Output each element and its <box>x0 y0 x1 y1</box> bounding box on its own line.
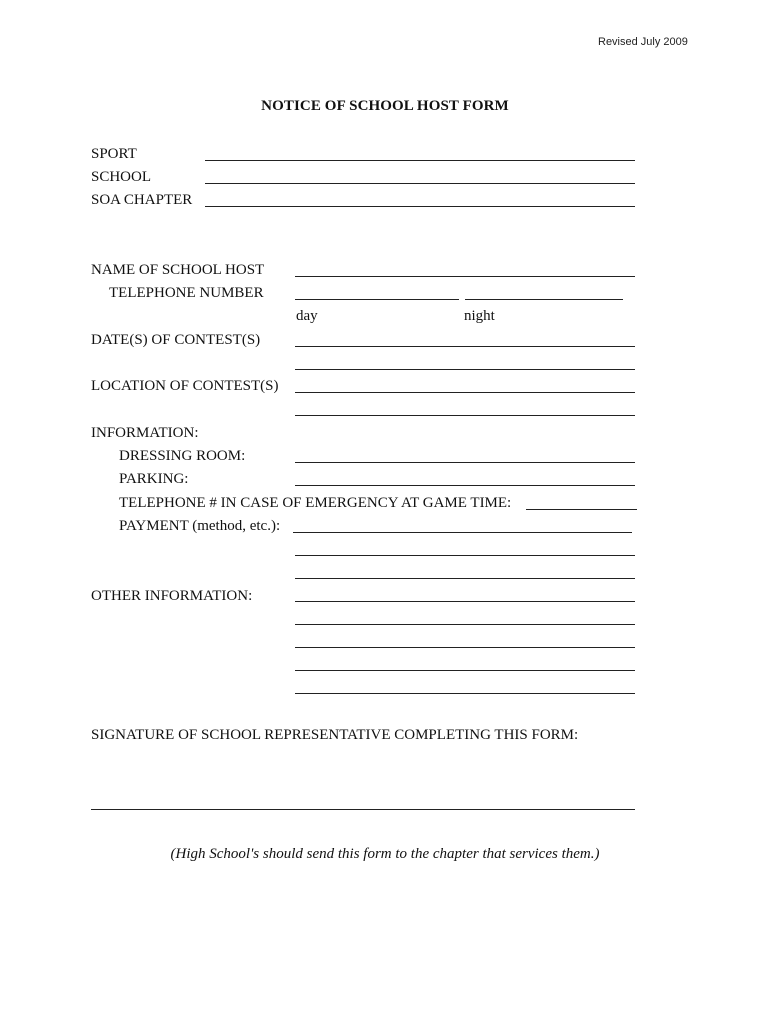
dates-field-2[interactable] <box>295 369 635 370</box>
other-info-field-3[interactable] <box>295 647 635 648</box>
other-info-field-2[interactable] <box>295 624 635 625</box>
school-label: SCHOOL <box>91 169 152 185</box>
revised-date: Revised July 2009 <box>598 36 688 48</box>
school-field[interactable] <box>205 183 635 184</box>
emergency-phone-label: TELEPHONE # IN CASE OF EMERGENCY AT GAME TIME: <box>119 495 512 511</box>
other-info-field-5[interactable] <box>295 693 635 694</box>
emergency-phone-field[interactable] <box>526 509 637 510</box>
host-name-field[interactable] <box>295 276 635 277</box>
telephone-night-field[interactable] <box>465 299 623 300</box>
sport-field[interactable] <box>205 160 635 161</box>
telephone-day-field[interactable] <box>295 299 459 300</box>
soa-chapter-field[interactable] <box>205 206 635 207</box>
telephone-label: TELEPHONE NUMBER <box>109 285 264 301</box>
other-info-field-4[interactable] <box>295 670 635 671</box>
other-info-field-1[interactable] <box>295 601 635 602</box>
dressing-room-label: DRESSING ROOM: <box>119 448 246 464</box>
payment-label: PAYMENT (method, etc.): <box>119 518 281 534</box>
signature-label: SIGNATURE OF SCHOOL REPRESENTATIVE COMPLETING THIS FORM: <box>91 727 579 743</box>
payment-field-3[interactable] <box>295 578 635 579</box>
parking-field[interactable] <box>295 485 635 486</box>
dressing-room-field[interactable] <box>295 462 635 463</box>
form-title: NOTICE OF SCHOOL HOST FORM <box>261 98 509 114</box>
location-field-1[interactable] <box>295 392 635 393</box>
payment-field-1[interactable] <box>293 532 632 533</box>
night-label: night <box>464 308 495 324</box>
host-name-label: NAME OF SCHOOL HOST <box>91 262 265 278</box>
payment-field-2[interactable] <box>295 555 635 556</box>
signature-field[interactable] <box>91 809 635 810</box>
day-label: day <box>296 308 318 324</box>
parking-label: PARKING: <box>119 471 189 487</box>
footer-note: (High School's should send this form to the chapter that services them.) <box>170 846 600 862</box>
soa-chapter-label: SOA CHAPTER <box>91 192 193 208</box>
sport-label: SPORT <box>91 146 137 162</box>
other-info-label: OTHER INFORMATION: <box>91 588 253 604</box>
dates-label: DATE(S) OF CONTEST(S) <box>91 332 261 348</box>
location-label: LOCATION OF CONTEST(S) <box>91 378 279 394</box>
location-field-2[interactable] <box>295 415 635 416</box>
information-label: INFORMATION: <box>91 425 199 441</box>
dates-field-1[interactable] <box>295 346 635 347</box>
